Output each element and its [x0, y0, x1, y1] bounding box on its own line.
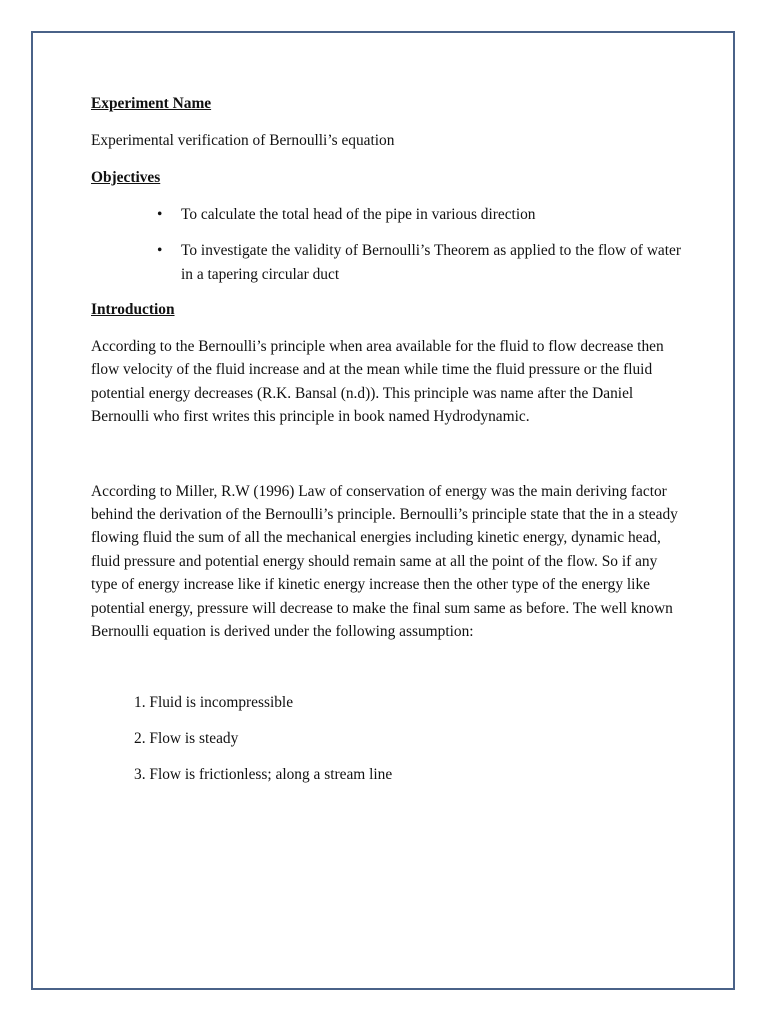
objective-text: To investigate the validity of Bernoulli’s Theorem as applied to the flow of water in a tapering circular duct: [181, 242, 681, 283]
introduction-paragraph-1: According to the Bernoulli’s principle when area available for the fluid to flow decrease then flow velocity of the fluid increase and at the mean while time the fluid pressure or the fluid potential energy decreases (R.K. Bansal (n.d)). This principle was name after the Daniel Bernoulli who first writes this principle in book named Hydrodynamic.: [91, 338, 664, 426]
assumptions-list: [91, 691, 681, 787]
assumption-item: 2. Flow is steady: [134, 730, 239, 748]
assumption-item: 3. Flow is frictionless; along a stream line: [134, 766, 393, 784]
bullet-icon: •: [157, 206, 163, 223]
objective-item: [91, 239, 681, 287]
introduction-paragraph-2: According to Miller, R.W (1996) Law of conservation of energy was the main deriving factor behind the derivation of the Bernoulli’s principle. Bernoulli’s principle state that the in a steady flowing fluid the sum of all the mechanical energies including kinetic energy, dynamic head, fluid pressure and potential energy should remain same at all the point of the flow. So if any type of energy increase like if kinetic energy increase then the other type of the energy like potential energy, pressure will decrease to make the final sum same as before. The well known Bernoulli equation is derived under the following assumption:: [91, 482, 678, 641]
experiment-name-text: Experimental verification of Bernoulli’s equation: [91, 132, 395, 149]
document-content: [91, 92, 681, 787]
bullet-icon: •: [157, 242, 163, 259]
introduction-heading: Introduction: [91, 301, 175, 318]
objectives-heading: Objectives: [91, 169, 161, 186]
objective-item: [91, 203, 681, 227]
assumption-item: 1. Fluid is incompressible: [134, 694, 294, 712]
objective-text: To calculate the total head of the pipe in various direction: [181, 206, 536, 223]
objectives-list: [91, 203, 681, 287]
experiment-name-heading: Experiment Name: [91, 95, 212, 112]
